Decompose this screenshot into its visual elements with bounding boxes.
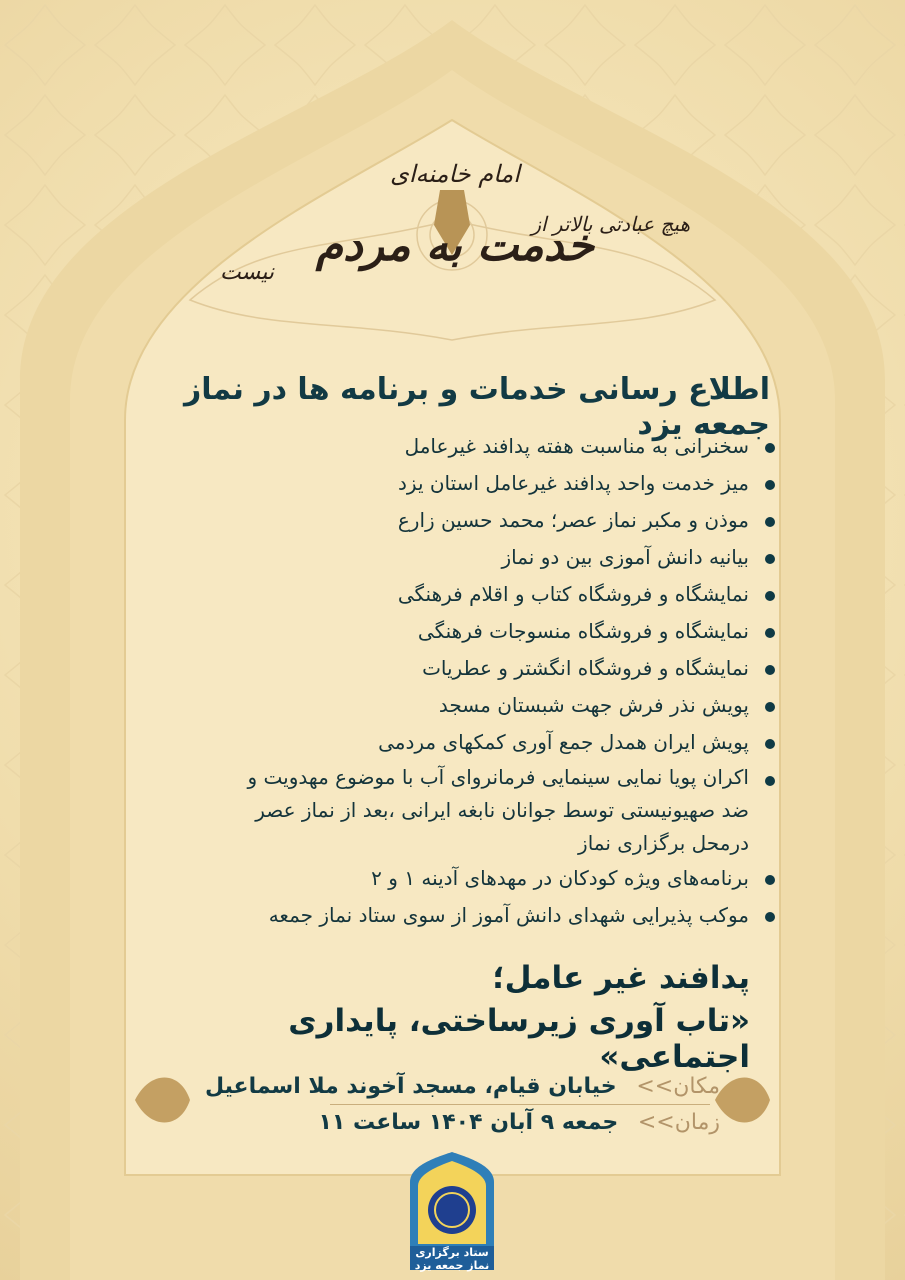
organizer-logo (404, 1152, 500, 1270)
list-item-text: نمایشگاه و فروشگاه کتاب و اقلام فرهنگی (397, 582, 749, 606)
list-item (220, 428, 775, 465)
list-item-text: موکب پذیرایی شهدای دانش آموز از سوی ستاد نماز جمعه (268, 903, 749, 927)
bullet-icon (765, 554, 775, 564)
slogan-line-2: «تاب آوری زیرساختی، پایداری اجتماعی» (288, 1003, 750, 1075)
bullet-icon (765, 739, 775, 749)
bullet-icon (765, 702, 775, 712)
list-item (220, 687, 775, 724)
bullet-icon (765, 875, 775, 885)
list-item (220, 897, 775, 934)
list-item-text: پویش نذر فرش جهت شبستان مسجد (438, 693, 749, 717)
list-item (220, 576, 775, 613)
quote-main: خدمت به مردم (315, 220, 595, 271)
place-row (200, 1074, 720, 1099)
list-item (220, 613, 775, 650)
list-item-text: پویش ایران همدل جمع آوری کمکهای مردمی (378, 730, 749, 754)
list-item (220, 502, 775, 539)
list-item (220, 860, 775, 897)
place-value: خیابان قیام، مسجد آخوند ملا اسماعیل (204, 1074, 617, 1099)
list-item-text: نمایشگاه و فروشگاه منسوجات فرهنگی (417, 619, 749, 643)
list-item-text: میز خدمت واحد پدافند غیرعامل استان یزد (398, 471, 749, 495)
time-label: زمان>> (637, 1110, 720, 1135)
logo-text: ستاد برگزاری نماز جمعه یزد (414, 1246, 490, 1272)
leader-quote (220, 150, 690, 340)
bullet-icon (765, 665, 775, 675)
bullet-icon (765, 443, 775, 453)
list-item-text: برنامه‌های ویژه کودکان در مهدهای آدینه ۱ و ۲ (371, 866, 749, 890)
list-item (220, 465, 775, 502)
list-item-text: اکران پویا نمایی سینمایی فرمانروای آب با موضوع مهدویت و ضد صهیونیستی توسط جوانان نابغه ایرانی ،بعد از نماز عصر درمحل برگزاری نماز (247, 765, 749, 855)
quote-prefix: هیچ عبادتی بالاتر از (531, 212, 690, 236)
quote-author: امام خامنه‌ای (390, 160, 520, 188)
list-item-text: موذن و مکبر نماز عصر؛ محمد حسین زارع (397, 508, 749, 532)
list-item (220, 761, 775, 860)
bullet-icon (765, 628, 775, 638)
program-list (220, 428, 775, 934)
list-item (220, 650, 775, 687)
slogan-line-1: پدافند غیر عامل؛ (492, 960, 750, 996)
list-item (220, 539, 775, 576)
bullet-icon (765, 912, 775, 922)
list-item (220, 724, 775, 761)
time-value: جمعه ۹ آبان ۱۴۰۴ ساعت ۱۱ (318, 1110, 619, 1135)
place-label: مکان>> (636, 1074, 720, 1099)
list-item-text: سخنرانی به مناسبت هفته پدافند غیرعامل (404, 434, 749, 458)
list-item-text: نمایشگاه و فروشگاه انگشتر و عطریات (422, 656, 749, 680)
divider (330, 1104, 710, 1105)
bullet-icon (765, 480, 775, 490)
bullet-icon (765, 517, 775, 527)
time-row (200, 1110, 720, 1135)
bullet-icon (765, 591, 775, 601)
quote-suffix: نیست (220, 260, 274, 285)
list-item-text: بیانیه دانش آموزی بین دو نماز (501, 545, 749, 569)
page-title: اطلاع رسانی خدمات و برنامه ها در نماز جمعه یزد (183, 372, 770, 442)
bullet-icon (765, 776, 775, 786)
